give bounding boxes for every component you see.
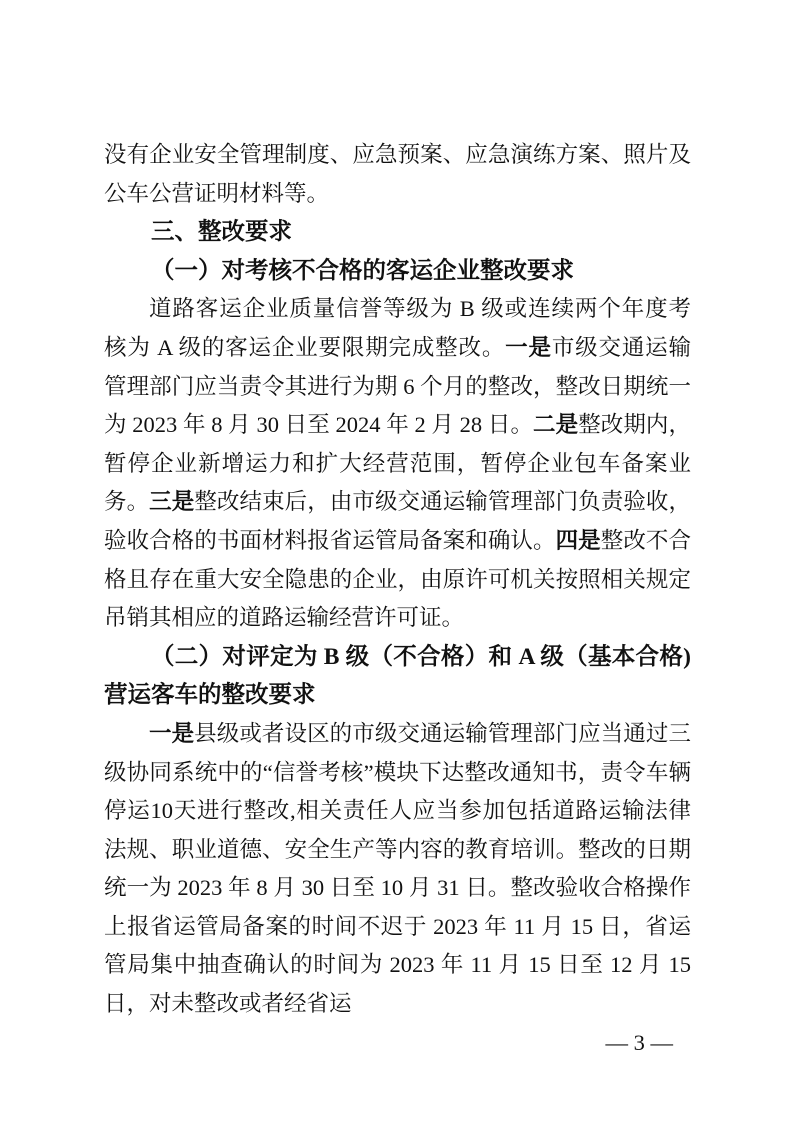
heading-text: （一）对考核不合格的客运企业整改要求 bbox=[151, 257, 574, 284]
page-number bbox=[104, 1024, 691, 1063]
heading-text: 三、整改要求 bbox=[151, 219, 292, 246]
bold-marker-yishi: 一是 bbox=[505, 334, 552, 360]
bold-marker-sishi: 四是 bbox=[555, 527, 601, 553]
body-paragraph-2 bbox=[104, 715, 691, 1024]
body-text: 整改不合格且存在重大安全隐患的企业，由原许可机关按照相关规定吊销其相应的道路运输经营许可证。 bbox=[104, 527, 691, 631]
page-number-text: — 3 — bbox=[605, 1029, 673, 1055]
heading-text: （二）对评定为 B 级（不合格）和 A 级（基本合格)营运客车的整改要求 bbox=[104, 643, 691, 709]
body-text: 道路客运企业质量信誉等级为 B 级或连续两个年度考核为 A 级的客运企业要限期完成整改。 bbox=[104, 296, 691, 360]
body-text: 市级交通运输管理部门应当责令其进行为期 6 个月的整改，整改日期统一为 2023 年 8 月 30 日至 2024 年 2 月 28 日。 bbox=[104, 334, 691, 438]
body-text: 整改结束后，由市级交通运输管理部门负责验收，验收合格的书面材料报省运管局备案和确认。 bbox=[104, 489, 691, 553]
body-text: 整改期内，暂停企业新增运力和扩大经营范围，暂停企业包车备案业务。 bbox=[104, 412, 691, 515]
body-text: 县级或者设区的市级交通运输管理部门应当通过三级协同系统中的“信誉考核”模块下达整改通知书，责令车辆停运10天进行整改,相关责任人应当参加包括道路运输法律法规、职业道德、安全生产等内容的教育培训。整改的日期统一为 2023 年 8 月 30 日至 10 月 31 日。整改验收合格操作上报省运管局备案的时间不迟于 2023 年 11 月 15 日，省运管局集中抽查确认的时间为 2023 年 11 月 15 日至 12 月 15 日，对未整改或者经省运 bbox=[104, 720, 691, 1017]
section-heading bbox=[104, 213, 691, 252]
continuation-paragraph bbox=[104, 136, 691, 213]
paragraph-text: 没有企业安全管理制度、应急预案、应急演练方案、照片及公车公营证明材料等。 bbox=[104, 142, 691, 206]
body-paragraph-1 bbox=[104, 290, 691, 637]
bold-marker-ershi: 二是 bbox=[533, 412, 579, 438]
bold-marker-yishi: 一是 bbox=[149, 720, 195, 746]
subsection-heading-2 bbox=[104, 638, 691, 715]
subsection-heading-1 bbox=[104, 252, 691, 291]
bold-marker-sanshi: 三是 bbox=[149, 489, 195, 515]
